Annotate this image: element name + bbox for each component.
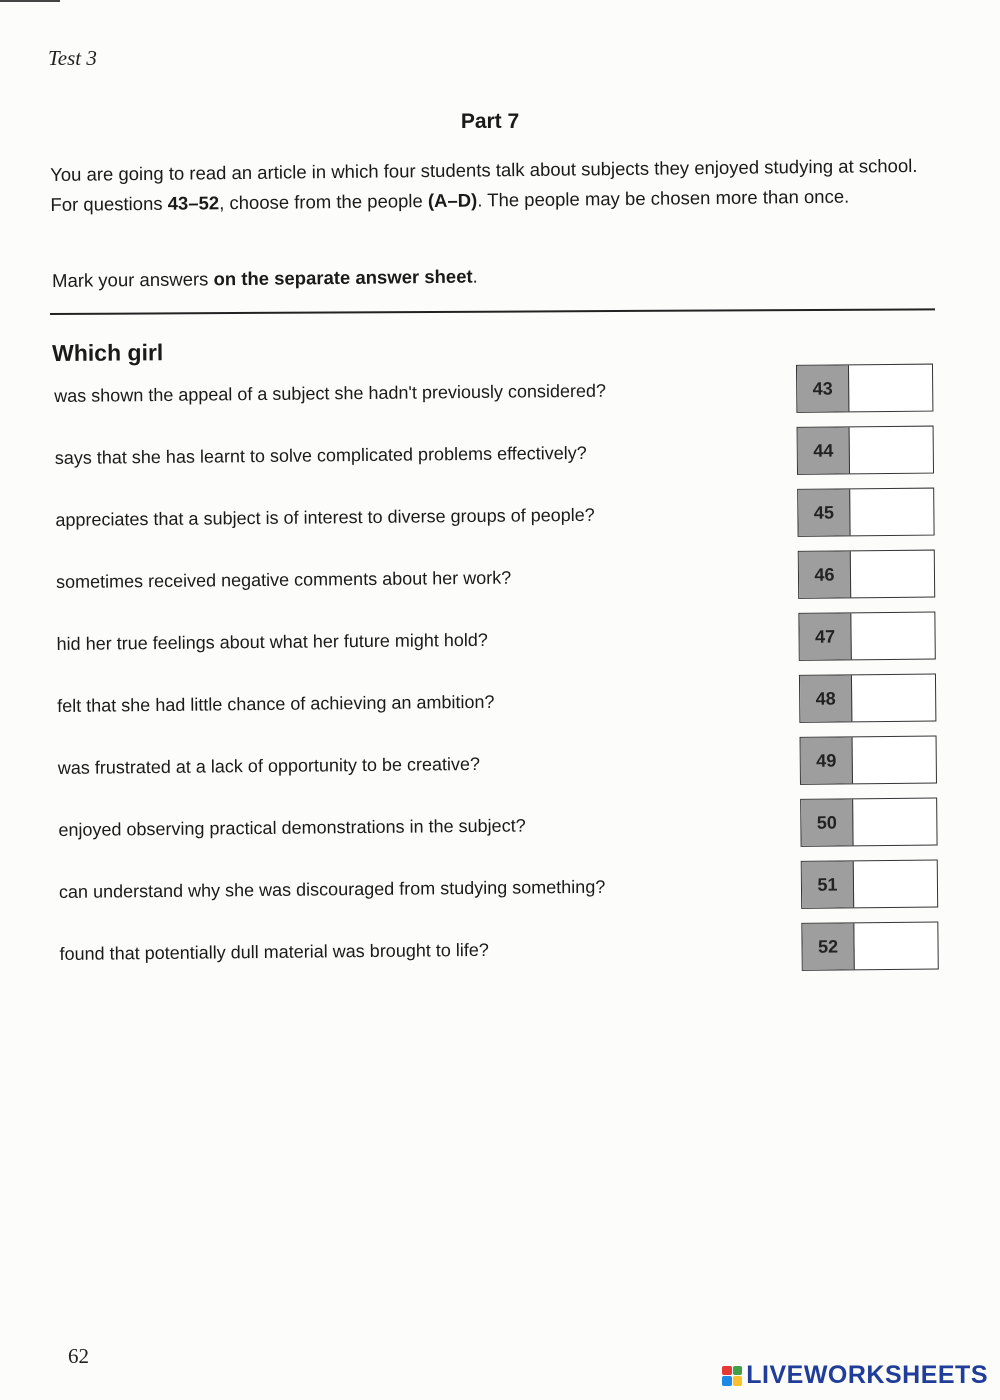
question-number: 46 [799,551,851,597]
mark-bold: on the separate answer sheet [213,265,473,290]
question-list [54,363,950,992]
instructions-text-2: , choose from the people [219,190,429,214]
logo-square-yellow [733,1376,743,1386]
top-rule [0,0,60,2]
question-row [58,797,946,856]
question-text: appreciates that a subject is of interest to diverse groups of people? [55,504,595,530]
question-text: found that potentially dull material was brought to life? [59,939,489,964]
answer-box-50[interactable] [800,798,937,847]
logo-square-blue [722,1376,732,1386]
mark-answers-line [52,261,932,292]
answer-box-44[interactable] [797,426,934,475]
question-number: 48 [800,675,852,721]
question-text: was frustrated at a lack of opportunity to be creative? [57,753,481,778]
logo-square-green [733,1366,743,1376]
question-text: can understand why she was discouraged from studying something? [58,876,606,902]
question-text: says that she has learnt to solve complicated problems effectively? [54,442,587,468]
question-row [56,549,944,608]
question-text: sometimes received negative comments about her work? [55,567,512,592]
question-row [54,363,942,422]
question-row [55,487,943,546]
mark-prefix: Mark your answers [52,268,214,291]
question-row [56,611,944,670]
liveworksheets-logo-icon [722,1366,742,1386]
question-number: 45 [798,489,850,535]
part-title: Part 7 [460,110,520,133]
question-row [55,425,943,484]
page-number: 62 [68,1344,89,1368]
instructions-paragraph [50,151,941,220]
answer-box-43[interactable] [796,364,933,413]
instructions-text-3: . The people may be chosen more than once. [477,185,850,211]
question-row [58,735,946,794]
question-text: hid her true feelings about what her future might hold? [56,629,488,654]
question-text: enjoyed observing practical demonstrations in the subject? [58,815,526,840]
question-number: 50 [801,799,853,845]
question-text: was shown the appeal of a subject she hadn't previously considered? [54,380,607,406]
question-text: felt that she had little chance of achieving an ambition? [57,691,495,716]
question-range: 43–52 [167,192,220,214]
answer-box-45[interactable] [797,488,934,537]
question-row [57,673,945,732]
question-number: 43 [797,365,849,411]
answer-box-47[interactable] [798,612,935,661]
liveworksheets-brand[interactable] [722,1361,988,1390]
question-number: 44 [798,427,850,473]
brand-name: LIVEWORKSHEETS [746,1361,988,1389]
answer-box-52[interactable] [801,922,938,971]
question-number: 49 [801,737,853,783]
test-label: Test 3 [48,46,97,70]
people-range: (A–D) [427,189,478,212]
section-divider [50,308,935,315]
question-row [59,859,947,918]
section-heading: Which girl [52,339,164,366]
question-number: 51 [802,861,854,907]
instructions-text-1: You are going to read an article in which four students talk about subjects they enjoyed studying at school. For questions [50,154,918,215]
mark-suffix: . [472,265,478,287]
question-number: 47 [799,613,851,659]
question-number: 52 [802,923,854,969]
logo-square-red [722,1366,732,1376]
answer-box-49[interactable] [800,736,937,785]
answer-box-48[interactable] [799,674,936,723]
question-row [59,921,947,980]
answer-box-46[interactable] [798,550,935,599]
answer-box-51[interactable] [801,860,938,909]
